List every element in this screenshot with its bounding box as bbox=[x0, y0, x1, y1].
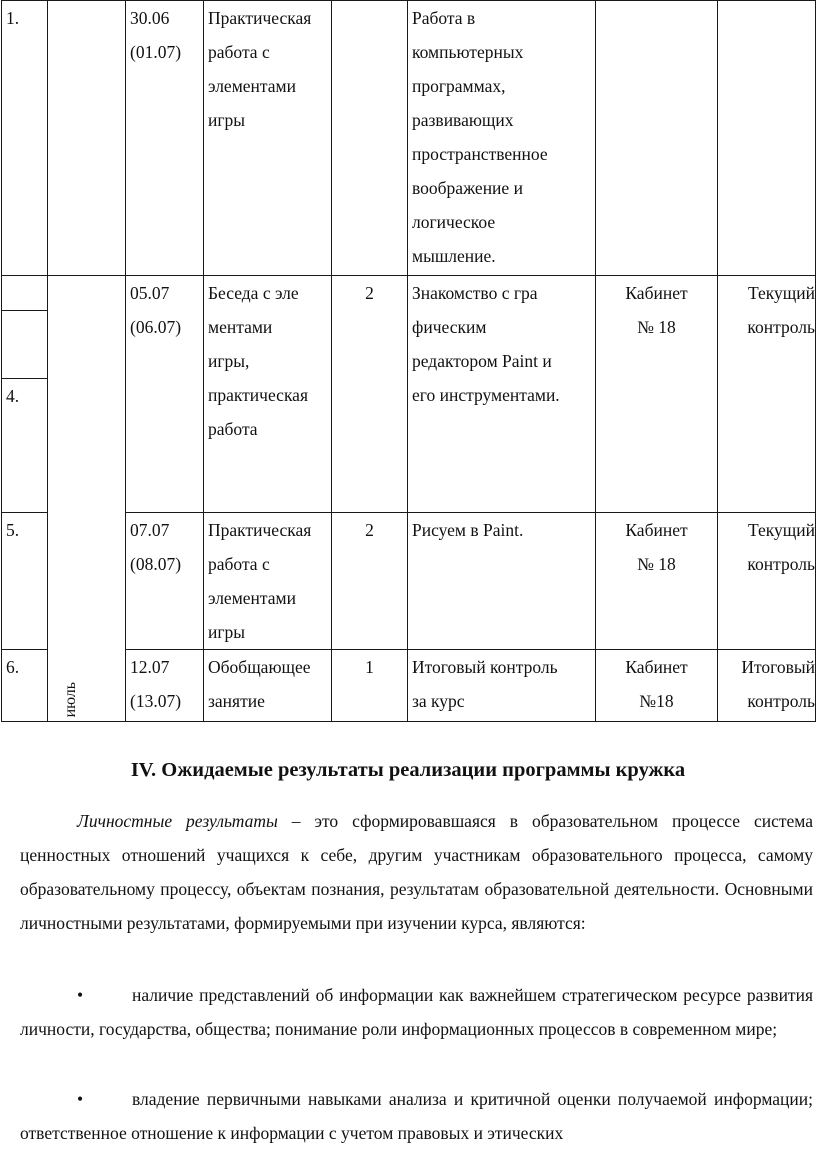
lesson-place: Кабинет № 18 bbox=[596, 276, 718, 513]
lesson-number: 4. bbox=[2, 379, 48, 513]
table-row bbox=[2, 276, 816, 311]
section-heading: IV. Ожидаемые результаты реализации программы кружка bbox=[130, 759, 686, 781]
lesson-date: 30.06 (01.07) bbox=[126, 1, 204, 276]
lesson-control bbox=[718, 1, 816, 276]
lesson-control: Итоговый контроль bbox=[718, 650, 816, 722]
list-item-text: наличие представлений об информации как важнейшем стратегическом ресурсе развития личности, государства, общества; понимание роли информационных процессов в современном мире; bbox=[20, 985, 813, 1039]
lesson-place: Кабинет № 18 bbox=[596, 513, 718, 650]
lesson-date: 12.07 (13.07) bbox=[126, 650, 204, 722]
lesson-hours: 2 bbox=[332, 276, 408, 513]
lesson-place: Кабинет №18 bbox=[596, 650, 718, 722]
lesson-form: Обобщающее занятие bbox=[204, 650, 332, 722]
list-item-text: владение первичными навыками анализа и критичной оценки получаемой информации; ответственное отношение к информации с учетом правовых и этических bbox=[20, 1089, 813, 1143]
table-row bbox=[2, 1, 816, 276]
list-item bbox=[20, 1082, 813, 1150]
intro-term: Личностные результаты bbox=[77, 811, 278, 831]
month-cell-empty bbox=[48, 1, 126, 276]
lesson-form: Практическая работа с элементами игры bbox=[204, 513, 332, 650]
bullet-icon: • bbox=[77, 1089, 84, 1109]
lesson-control: Текущий контроль bbox=[718, 276, 816, 513]
lesson-hours: 2 bbox=[332, 513, 408, 650]
lesson-number-empty bbox=[2, 276, 48, 311]
month-label: июль bbox=[62, 681, 79, 717]
intro-text: – это сформировавшаяся в образовательном процессе система ценностных отношений учащихся к себе, другим участникам образовательного процесса, самому образовательному процессу, объектам познания, результатам образовательной деятельности. Основными личностными результатами, формируемыми при изучении курса, являются: bbox=[20, 811, 813, 933]
bullet-icon: • bbox=[77, 985, 84, 1005]
list-item bbox=[20, 978, 813, 1046]
lesson-number: 1. bbox=[2, 1, 48, 276]
lesson-number: 6. bbox=[2, 650, 48, 722]
lesson-control: Текущий контроль bbox=[718, 513, 816, 650]
intro-paragraph bbox=[20, 804, 813, 940]
lesson-form: Практическая работа с элементами игры bbox=[204, 1, 332, 276]
lesson-number-empty bbox=[2, 311, 48, 379]
lesson-hours: 1 bbox=[332, 650, 408, 722]
lesson-topic: Знакомство с гра фическим редактором Paint и его инструментами. bbox=[408, 276, 596, 513]
lesson-date: 07.07 (08.07) bbox=[126, 513, 204, 650]
lesson-topic: Рисуем в Paint. bbox=[408, 513, 596, 650]
lesson-topic: Работа в компьютерных программах, развивающих пространственное воображение и логическое мышление. bbox=[408, 1, 596, 276]
lesson-place bbox=[596, 1, 718, 276]
lesson-topic: Итоговый контроль за курс bbox=[408, 650, 596, 722]
lesson-number: 5. bbox=[2, 513, 48, 650]
lesson-form: Беседа с эле ментами игры, практическая работа bbox=[204, 276, 332, 513]
lesson-date: 05.07 (06.07) bbox=[126, 276, 204, 513]
lesson-hours bbox=[332, 1, 408, 276]
month-cell bbox=[48, 276, 126, 722]
schedule-table bbox=[1, 0, 816, 722]
